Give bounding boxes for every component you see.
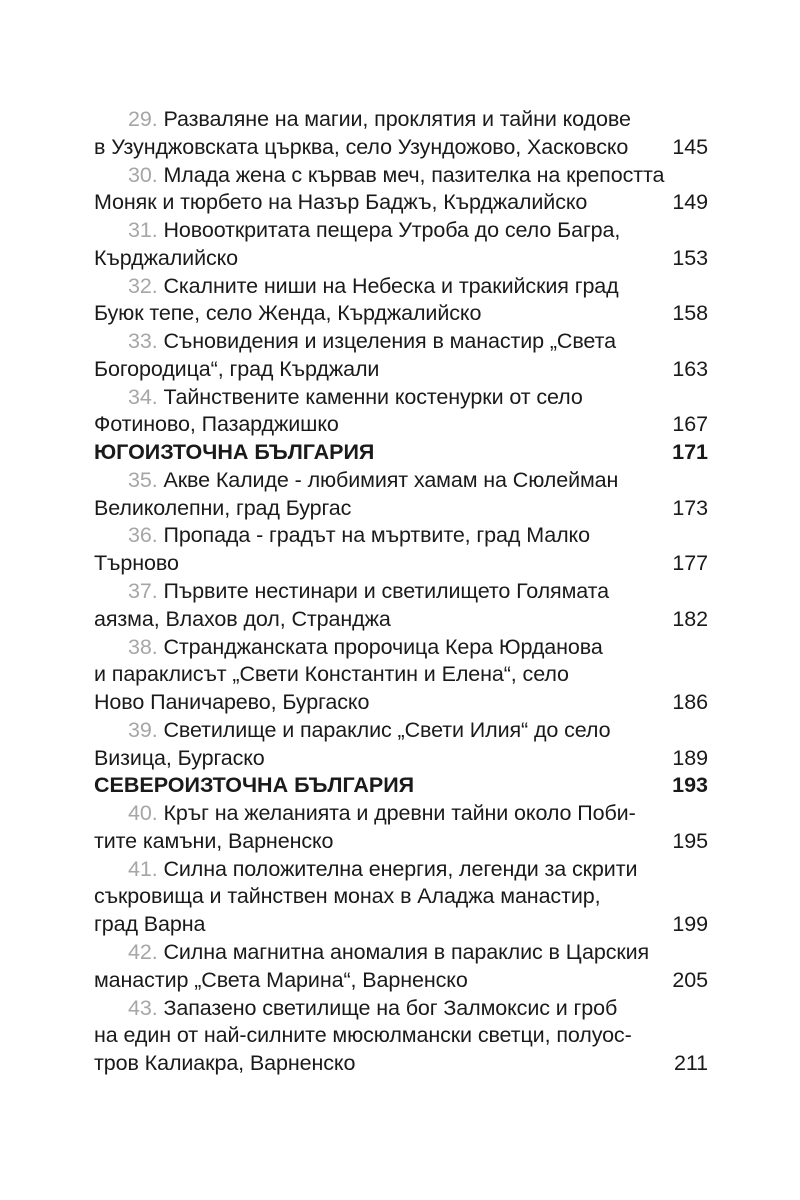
entry-title-text: Скалните ниши на Небеска и тракийския град: [163, 273, 619, 298]
entry-title-line: [94, 717, 610, 745]
page-number: 167: [672, 412, 708, 437]
toc-line: [94, 217, 708, 245]
toc-entry[interactable]: [94, 634, 708, 717]
entry-number: 40.: [128, 801, 158, 826]
page-number: 186: [672, 690, 708, 715]
toc-line: [94, 717, 708, 745]
toc-entry[interactable]: [94, 384, 708, 440]
entry-title-text: Ново Паничарево, Бургаско: [94, 690, 370, 715]
entry-title-line: [94, 245, 238, 273]
entry-number: 31.: [128, 218, 158, 243]
entry-title-line: [94, 800, 636, 828]
entry-title-line: [94, 411, 339, 439]
entry-title-line: [94, 689, 369, 717]
toc-line: [94, 273, 708, 301]
section-title: СЕВЕРОИЗТОЧНА БЪЛГАРИЯ: [94, 773, 415, 798]
toc-entry[interactable]: [94, 328, 708, 384]
entry-number: 35.: [128, 467, 158, 492]
page-number: 182: [672, 606, 708, 631]
entry-number: 42.: [128, 939, 158, 964]
toc-line: [94, 995, 708, 1023]
entry-title-text: Тайнствените каменни костенурки от село: [163, 384, 583, 409]
entry-title-line: [94, 1050, 355, 1078]
entry-title-text: Силна магнитна аномалия в параклис в Царския: [163, 939, 650, 964]
page-number: 149: [672, 190, 708, 215]
entry-title-text: Великолепни, град Бургас: [94, 495, 352, 520]
toc-line: [94, 1022, 708, 1050]
entry-title-text: аязма, Влахов дол, Странджа: [94, 606, 391, 631]
entry-title-line: [94, 217, 620, 245]
toc-line: [94, 189, 708, 217]
entry-title-line: [94, 578, 609, 606]
toc-line: [94, 467, 708, 495]
entry-title-text: Съновидения и изцеления в манастир „Света: [163, 329, 616, 354]
entry-number: 43.: [128, 995, 158, 1020]
toc-line: [94, 162, 708, 190]
toc-line: [94, 1050, 708, 1078]
toc-line: [94, 828, 708, 856]
toc-entry[interactable]: [94, 217, 708, 273]
page-number: 171: [672, 440, 708, 465]
entry-title-text: Моняк и тюрбето на Назър Баджъ, Кърджалийско: [94, 190, 588, 215]
page-number: 195: [672, 828, 708, 853]
entry-title-line: [94, 134, 628, 162]
toc-line: [94, 134, 708, 162]
section-title: ЮГОИЗТОЧНА БЪЛГАРИЯ: [94, 440, 375, 465]
entry-title-text: Кърджалийско: [94, 245, 239, 270]
page-number: 163: [672, 356, 708, 381]
toc-line: [94, 939, 708, 967]
toc-entry[interactable]: [94, 578, 708, 634]
entry-title-line: [94, 522, 590, 550]
toc-line: [94, 661, 708, 689]
toc-line: [94, 439, 708, 467]
page-number: 205: [672, 967, 708, 992]
entry-title-line: [94, 550, 179, 578]
entry-title-line: [94, 967, 468, 995]
entry-number: 39.: [128, 717, 158, 742]
toc-line: [94, 522, 708, 550]
entry-title-line: [94, 106, 631, 134]
toc-line: [94, 800, 708, 828]
entry-title-line: [94, 939, 649, 967]
toc-line: [94, 106, 708, 134]
toc-line: [94, 495, 708, 523]
toc-entry[interactable]: [94, 522, 708, 578]
toc-line: [94, 328, 708, 356]
toc-entry[interactable]: [94, 939, 708, 995]
toc-entry[interactable]: [94, 995, 708, 1078]
toc-line: [94, 911, 708, 939]
entry-title-text: Богородица“, град Кърджали: [94, 356, 380, 381]
toc-line: [94, 550, 708, 578]
entry-number: 34.: [128, 384, 158, 409]
entry-title-text: Силна положителна енергия, легенди за скрити: [163, 856, 638, 881]
toc-entry[interactable]: [94, 106, 708, 162]
entry-title-line: [94, 661, 569, 689]
entry-title-text: Буюк тепе, село Женда, Кърджалийско: [94, 301, 482, 326]
entry-title-line: [94, 328, 616, 356]
page-number: 211: [674, 1051, 708, 1076]
entry-number: 36.: [128, 523, 158, 548]
entry-title-line: [94, 467, 618, 495]
toc-line: [94, 606, 708, 634]
entry-title-line: [94, 300, 481, 328]
toc-entry[interactable]: [94, 717, 708, 773]
entry-title-text: Странджанската пророчица Кера Юрданова: [163, 634, 603, 659]
entry-number: 30.: [128, 162, 158, 187]
toc-line: [94, 967, 708, 995]
entry-title-line: [94, 356, 379, 384]
page-number: 193: [672, 773, 708, 798]
toc-line: [94, 856, 708, 884]
toc-line: [94, 634, 708, 662]
entry-title-text: Пропада - градът на мъртвите, град Малко: [163, 523, 590, 548]
page-number: 177: [672, 551, 708, 576]
entry-title-text: и параклисът „Свети Константин и Елена“, село: [94, 662, 569, 687]
entry-title-text: Млада жена с кървав меч, пазителка на крепостта: [163, 162, 665, 187]
entry-title-line: [94, 273, 619, 301]
page-number: 153: [672, 245, 708, 270]
entry-title-text: Запазено светилище на бог Залмоксис и гроб: [163, 995, 618, 1020]
entry-number: 38.: [128, 634, 158, 659]
entry-title-line: [94, 1022, 632, 1050]
entry-title-text: Кръг на желанията и древни тайни около Поби-: [163, 801, 636, 826]
table-of-contents: [94, 106, 708, 1078]
entry-title-text: Фотиново, Пазарджишко: [94, 412, 339, 437]
entry-number: 33.: [128, 329, 158, 354]
entry-number: 41.: [128, 856, 158, 881]
entry-title-text: Първите нестинари и светилището Голямата: [163, 579, 609, 604]
page-number: 173: [672, 495, 708, 520]
entry-title-line: [94, 995, 617, 1023]
entry-title-line: [94, 189, 587, 217]
toc-entry[interactable]: [94, 856, 708, 939]
entry-title-text: град Варна: [94, 912, 206, 937]
entry-title-text: Разваляне на магии, проклятия и тайни кодове: [163, 107, 631, 131]
toc-section-heading[interactable]: [94, 772, 708, 800]
entry-title-text: в Узунджовската църква, село Узундожово, Хасковско: [94, 134, 629, 159]
entry-title-text: тите камъни, Варненско: [94, 828, 334, 853]
entry-number: 32.: [128, 273, 158, 298]
entry-number: 29.: [128, 107, 158, 131]
entry-title-text: Светилище и параклис „Свети Илия“ до село: [163, 717, 611, 742]
page-number: 189: [672, 745, 708, 770]
entry-title-text: Новооткритата пещера Утроба до село Багра,: [163, 218, 621, 243]
toc-line: [94, 772, 708, 800]
entry-number: 37.: [128, 579, 158, 604]
toc-line: [94, 745, 708, 773]
toc-line: [94, 411, 708, 439]
toc-entry[interactable]: [94, 273, 708, 329]
toc-line: [94, 356, 708, 384]
toc-line: [94, 883, 708, 911]
entry-title-text: Акве Калиде - любимият хамам на Сюлейман: [163, 467, 619, 492]
entry-title-line: [94, 856, 637, 884]
toc-section-heading[interactable]: [94, 439, 708, 467]
entry-title-line: [94, 911, 205, 939]
entry-title-line: [94, 745, 265, 773]
entry-title-text: Търново: [94, 551, 179, 576]
toc-line: [94, 578, 708, 606]
toc-entry[interactable]: [94, 467, 708, 523]
toc-entry[interactable]: [94, 162, 708, 218]
toc-entry[interactable]: [94, 800, 708, 856]
toc-line: [94, 245, 708, 273]
toc-line: [94, 689, 708, 717]
entry-title-line: [94, 384, 583, 412]
entry-title-line: [94, 606, 391, 634]
entry-title-text: Визица, Бургаско: [94, 745, 265, 770]
entry-title-line: [94, 883, 600, 911]
toc-line: [94, 300, 708, 328]
entry-title-text: тров Калиакра, Варненско: [94, 1051, 356, 1076]
entry-title-line: [94, 828, 333, 856]
entry-title-line: [94, 634, 603, 662]
page-number: 145: [672, 134, 708, 159]
entry-title-text: съкровища и тайнствен монах в Аладжа манастир,: [94, 884, 601, 909]
page-number: 199: [672, 912, 708, 937]
entry-title-line: [94, 495, 351, 523]
page-number: 158: [672, 301, 708, 326]
entry-title-text: на един от най-силните мюсюлмански светци, полуос-: [94, 1023, 632, 1048]
entry-title-text: манастир „Света Марина“, Варненско: [94, 967, 468, 992]
toc-line: [94, 384, 708, 412]
entry-title-line: [94, 162, 664, 190]
